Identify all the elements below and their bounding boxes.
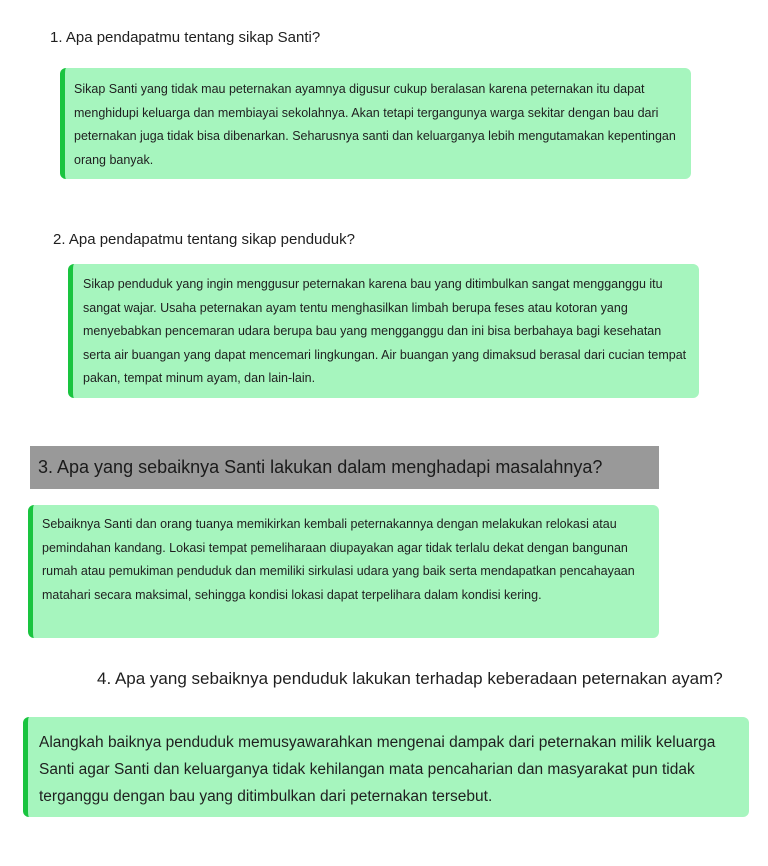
question-1: 1. Apa pendapatmu tentang sikap Santi? — [50, 29, 321, 46]
question-4: 4. Apa yang sebaiknya penduduk lakukan terhadap keberadaan peternakan ayam? — [97, 669, 723, 688]
answer-2-text: Sikap penduduk yang ingin menggusur peternakan karena bau yang ditimbulkan sangat mengganggu itu sangat wajar. Usaha peternakan ayam tentu menghasilkan limbah berupa feses atau kotoran yang menyebabkan pencemaran udara berupa bau yang mengganggu dan ini bisa berbahaya bagi kesehatan serta air buangan yang dapat mencemari lingkungan. Air buangan yang dimaksud berasal dari cucian tempat pakan, tempat minum ayam, dan lain-lain. — [83, 277, 687, 385]
answer-4-box — [23, 717, 749, 817]
question-3-highlighted: 3. Apa yang sebaiknya Santi lakukan dalam menghadapi masalahnya? — [30, 446, 659, 489]
answer-3-text: Sebaiknya Santi dan orang tuanya memikirkan kembali peternakannya dengan melakukan relokasi atau pemindahan kandang. Lokasi tempat pemeliharaan diupayakan agar tidak terlalu dekat dengan bangunan rumah atau pemukiman penduduk dan memiliki sirkulasi udara yang baik serta mendapatkan pencahayaan matahari secara maksimal, sehingga kondisi lokasi dapat terpelihara dalam kondisi kering. — [42, 517, 635, 602]
answer-1-text: Sikap Santi yang tidak mau peternakan ayamnya digusur cukup beralasan karena peternakan itu dapat menghidupi keluarga dan membiayai sekolahnya. Akan tetapi tergangunya warga sekitar dengan bau dari peternakan juga tidak bisa dibenarkan. Seharusnya santi dan keluarganya lebih mengutamakan kepentingan orang banyak. — [74, 82, 676, 167]
answer-2-box — [68, 264, 699, 398]
answer-3-box — [28, 505, 659, 638]
question-2: 2. Apa pendapatmu tentang sikap penduduk? — [53, 231, 355, 248]
answer-4-text: Alangkah baiknya penduduk memusyawarahkan mengenai dampak dari peternakan milik keluarga Santi agar Santi dan keluarganya tidak kehilangan mata pencaharian dan masyarakat pun tidak terganggu dengan bau yang ditimbulkan dari peternakan tersebut. — [39, 734, 716, 805]
answer-1-box — [60, 68, 691, 179]
